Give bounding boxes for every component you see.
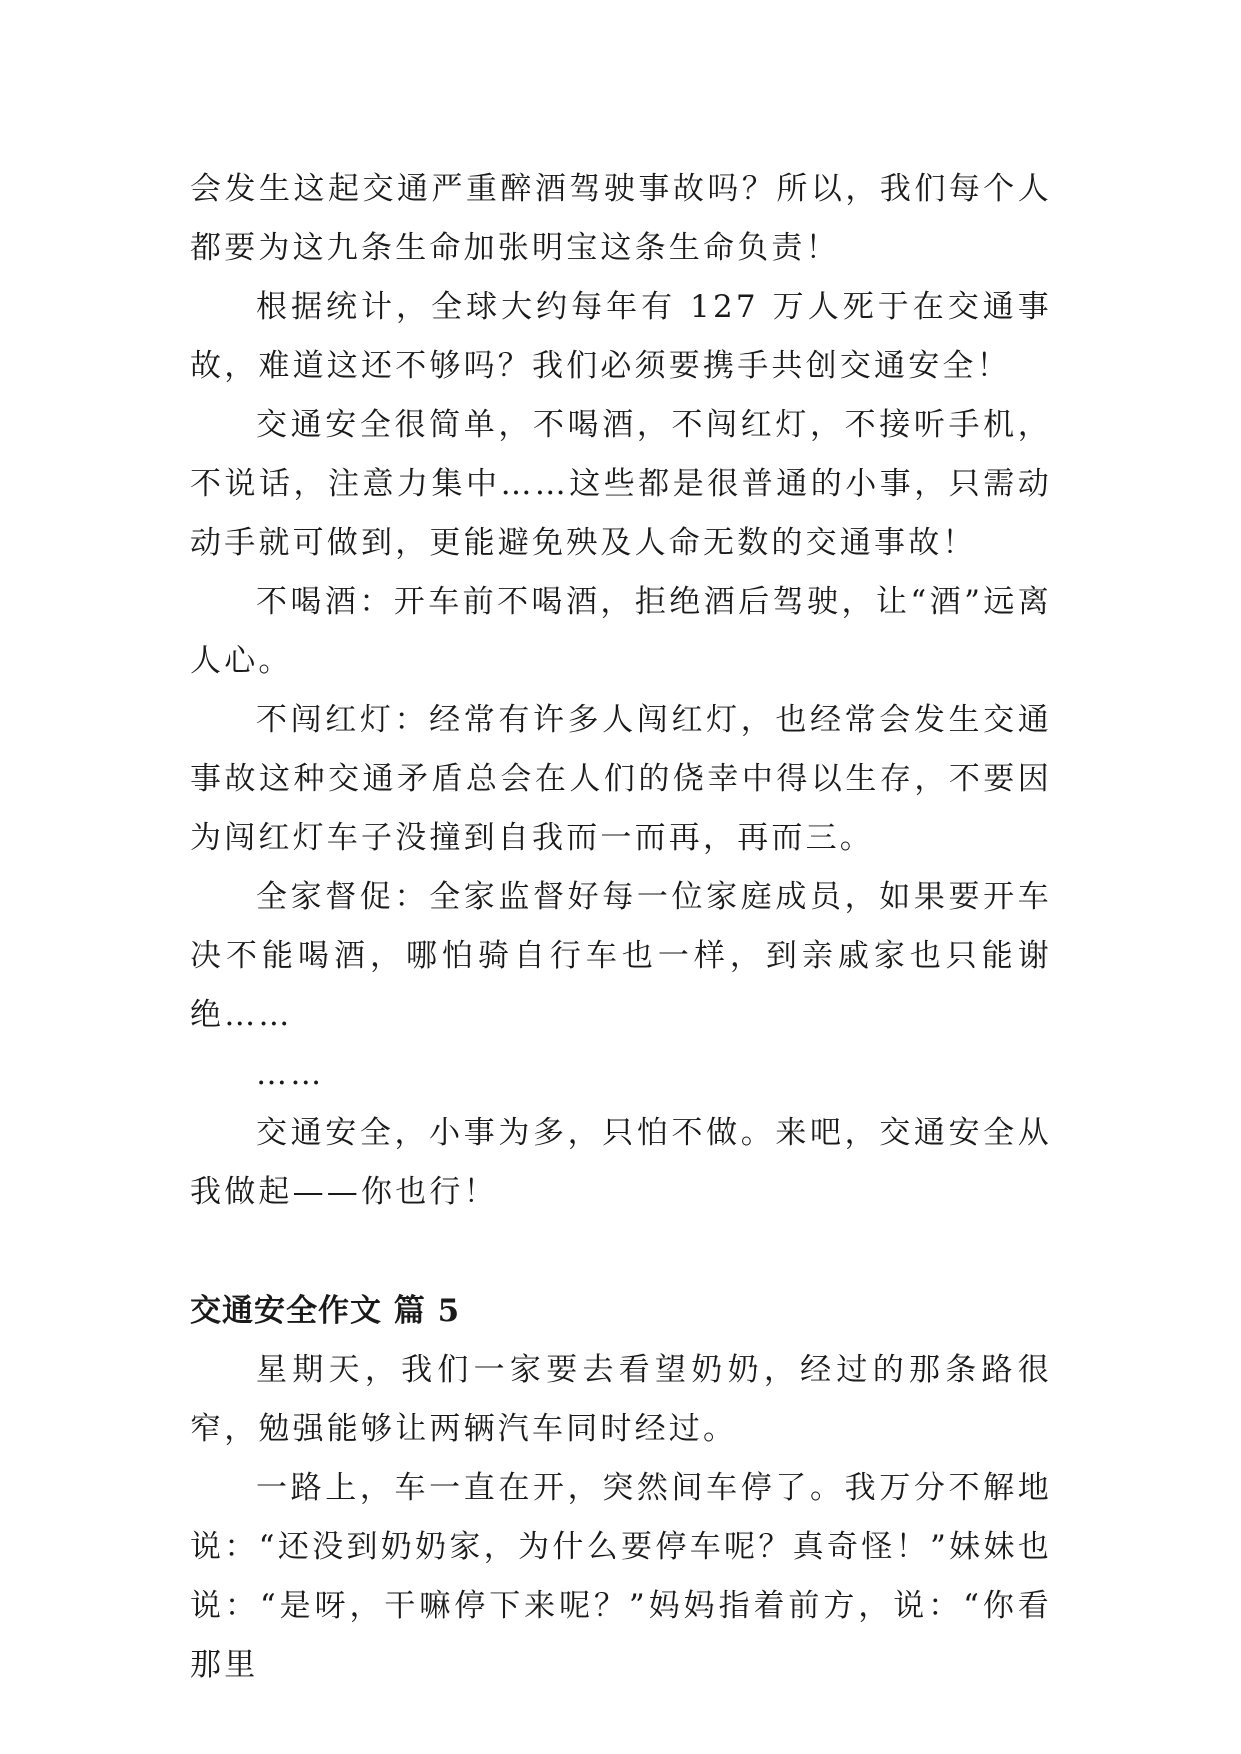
paragraph-1: 会发生这起交通严重醉酒驾驶事故吗？所以，我们每个人都要为这九条生命加张明宝这条生命负责！ <box>190 171 1052 266</box>
section-title: 交通安全作文 篇 5 <box>190 1293 461 1329</box>
paragraph-7: …… <box>256 1056 325 1092</box>
paragraph-3: 交通安全很简单，不喝酒，不闯红灯，不接听手机，不说话，注意力集中……这些都是很普通的小事，只需动动手就可做到，更能避免殃及人命无数的交通事故！ <box>190 407 1052 561</box>
paragraph-2: 根据统计，全球大约每年有 127 万人死于在交通事故，难道这还不够吗？我们必须要携手共创交通安全！ <box>190 289 1052 384</box>
paragraph-10: 一路上，车一直在开，突然间车停了。我万分不解地说：“还没到奶奶家，为什么要停车呢？真奇怪！”妹妹也说：“是呀，干嘛停下来呢？”妈妈指着前方，说：“你看那里 <box>190 1470 1052 1683</box>
document-page <box>190 160 1052 1695</box>
paragraph-8: 交通安全，小事为多，只怕不做。来吧，交通安全从我做起——你也行！ <box>190 1115 1052 1210</box>
paragraph-4: 不喝酒：开车前不喝酒，拒绝酒后驾驶，让“酒”远离人心。 <box>190 584 1052 679</box>
paragraph-5: 不闯红灯：经常有许多人闯红灯，也经常会发生交通事故这种交通矛盾总会在人们的侥幸中得以生存，不要因为闯红灯车子没撞到自我而一而再，再而三。 <box>190 702 1052 856</box>
paragraph-9: 星期天，我们一家要去看望奶奶，经过的那条路很窄，勉强能够让两辆汽车同时经过。 <box>190 1352 1052 1447</box>
paragraph-6: 全家督促：全家监督好每一位家庭成员，如果要开车决不能喝酒，哪怕骑自行车也一样，到亲戚家也只能谢绝…… <box>190 879 1052 1033</box>
